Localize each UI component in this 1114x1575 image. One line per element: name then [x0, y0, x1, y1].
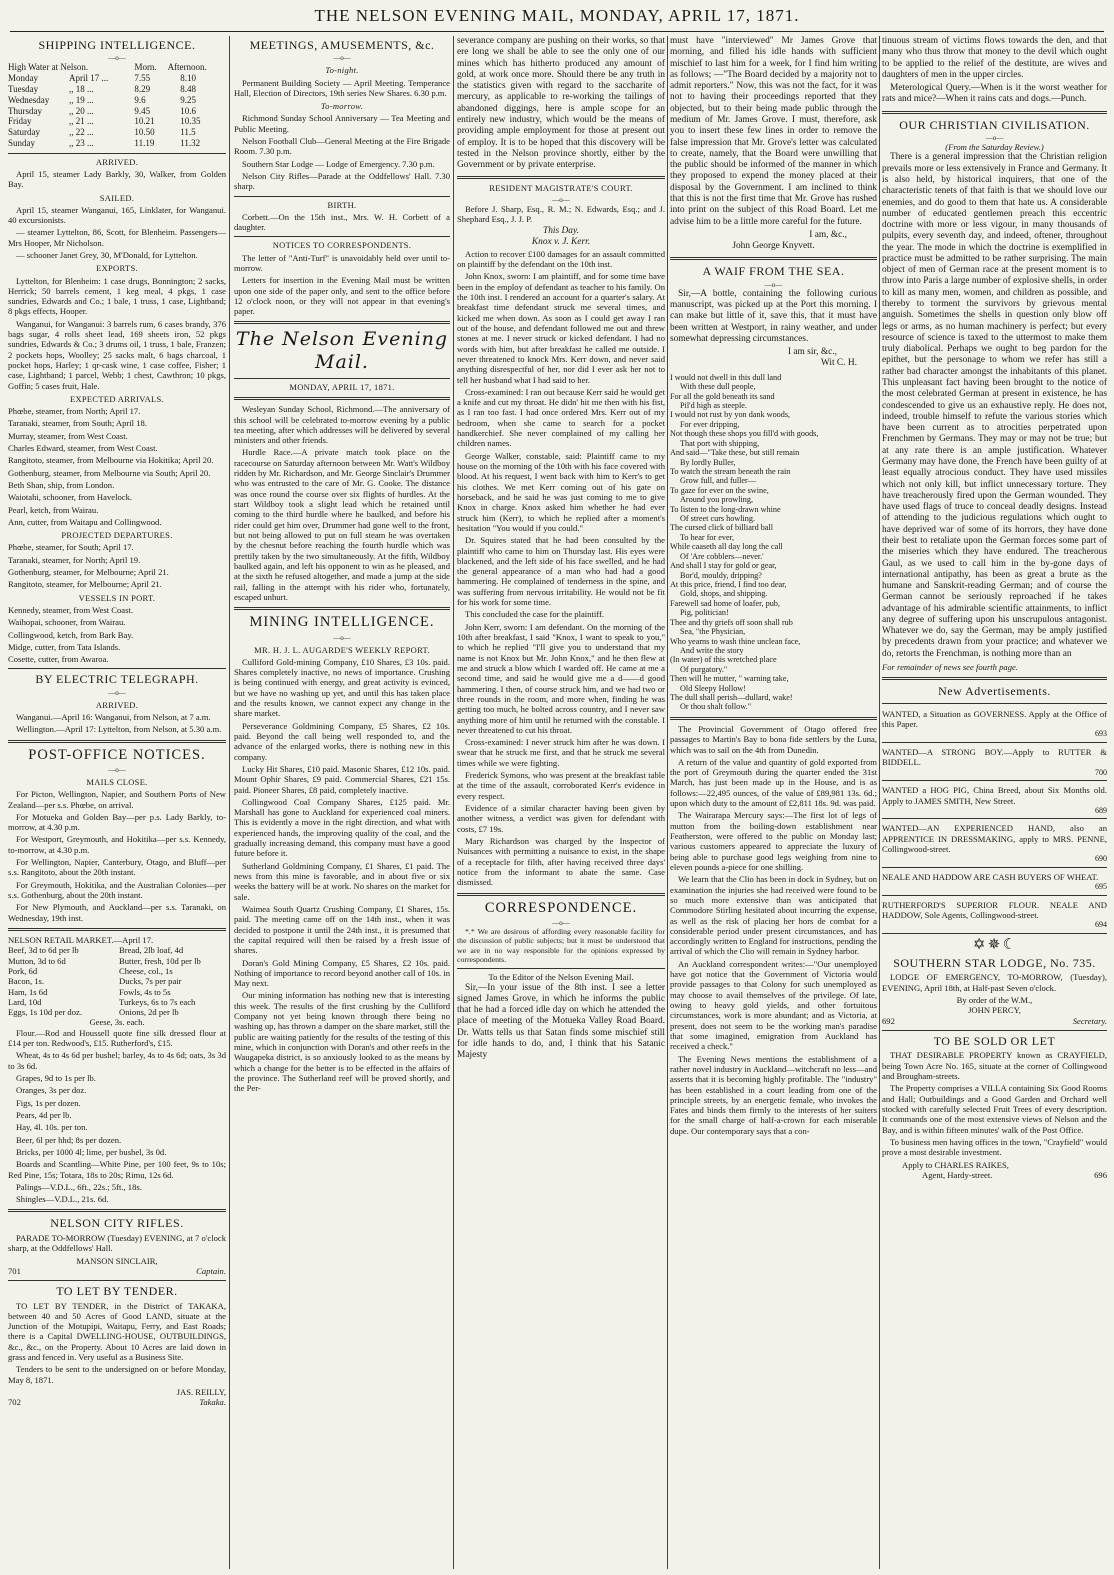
- poem-line: Or thou shalt follow.": [680, 702, 752, 712]
- tide-cell: ,, 18 ...: [69, 83, 94, 94]
- tide-cell: ,, 19 ...: [69, 94, 94, 105]
- market-item: Mutton, 3d to 6d: [8, 955, 66, 966]
- tide-row: [8, 95, 226, 106]
- lodge-body: LODGE OF EMERGENCY, TO-MORROW, (Tuesday), EVENING, April 18th, at Half-past Seven o'clock.: [882, 972, 1107, 993]
- waif-sign-off: I am sir, &c.,: [787, 347, 837, 358]
- tide-cell: 11.5: [180, 127, 196, 138]
- market-item: Pork, 6d: [8, 965, 38, 976]
- mining-paragraph: Doran's Gold Mining Company, £5 Shares, £2 10s. paid. Nothing of importance to record beyond another call of 10s. in May next.: [234, 957, 450, 989]
- correspondence-letter: Sir,—In your issue of the 8th inst. I see a letter signed James Grove, in which he informs the public that he had a forced idle day on which he attended the place of meeting of the Motueka Valley Road Board. Dr. Watts tells us that Satan finds some mischief still for idle hands to do, and, I think that his Satanic Majesty: [457, 982, 665, 1061]
- vessel-item: Kennedy, steamer, from West Coast.: [8, 604, 133, 615]
- market-item: Turkeys, 6s to 7s each: [119, 996, 196, 1007]
- court-paragraph: Evidence of a similar character having been given by another witness, a verdict was given for defendant with costs, £7 19s.: [457, 803, 665, 834]
- leader-paragraph: Wesleyan Sunday School, Richmond.—The anniversary of this school will be celebrated to-morrow evening by a public tea meeting, after which addresses will be delivered by several ministers and other friends.: [234, 404, 450, 446]
- market-item: Pears, 4d per lb.: [16, 1109, 72, 1120]
- expected-item: Taranaki, steamer, from South; April 18.: [8, 418, 147, 429]
- telegraph-title: BY ELECTRIC TELEGRAPH.: [35, 672, 199, 687]
- news-paragraph: A return of the value and quantity of gold exported from the port of Greymouth during the quarter ended the 31st March, has just been made up in the House, and is as follows:—22,495 ounces, of the value of £89,981 13s. 6d.; upon which duty to the amount of £2,811 18s. 9d. was paid.: [670, 756, 877, 809]
- tender-title: TO LET BY TENDER.: [56, 1284, 178, 1299]
- vessel-item: Waihopai, schooner, from Wairau.: [8, 617, 126, 628]
- market-item: Grapes, 9d to 1s per lb.: [16, 1073, 96, 1084]
- tide-cell: ,, 23 ...: [69, 137, 94, 148]
- market-item: Beef, 3d to 6d per lb: [8, 945, 79, 956]
- weather-query: Meterological Query.—When is it the worst weather for rats and mice?—When it rains cats and dogs.—Punch.: [882, 83, 1107, 105]
- correspondence-to: To the Editor of the Nelson Evening Mail.: [488, 972, 634, 983]
- waif-intro: Sir,—A bottle, containing the following curious manuscript, was picked up at the Port this morning. I can make but little of it, save this, that it must have been written at Westport, in rainy weather, and under somewhat depressing circumstances.: [670, 288, 877, 344]
- poem-line: Farewell sad home of loafer, pub,: [670, 598, 780, 608]
- ad-item: [882, 745, 1107, 781]
- birth-text: Corbett.—On the 15th inst., Mrs. W. H. Corbett of a daughter.: [234, 211, 450, 233]
- poem: [670, 373, 877, 712]
- expected-item: Rangitoto, steamer, from Melbourne via Hokitika; April 20.: [8, 455, 214, 466]
- market-item: Shingles—V.D.L., 21s. 6d.: [16, 1194, 109, 1205]
- poem-line: Of street curs howling.: [680, 514, 756, 524]
- lodge-signature: JOHN PERCY,: [968, 1005, 1021, 1016]
- rifles-title: NELSON CITY RIFLES.: [50, 1216, 184, 1231]
- tide-cell: 8.48: [180, 83, 196, 94]
- lodge-emblems: [882, 936, 1107, 954]
- expected-item: Waiotahi, schooner, from Havelock.: [8, 492, 133, 503]
- poem-line: I would not rust by yon dank woods,: [670, 410, 791, 420]
- court-paragraph: Frederick Symons, who was present at the breakfast table at the time of the assault, corroborated Kerr's evidence in every respect.: [457, 770, 665, 801]
- arrived-text: April 15, steamer Lady Barkly, 30, Walker, from Golden Bay.: [8, 168, 226, 190]
- poem-line: Old Sleepy Hollow!: [680, 683, 746, 693]
- poem-line: Who yearns to wash thine unclean face,: [670, 636, 801, 646]
- court-paragraph: Cross-examined: I never struck him after he was down. I swear that he struck me first, and that he struck me several times while we were fighting.: [457, 737, 665, 768]
- mining-title: MINING INTELLIGENCE.: [249, 614, 435, 631]
- column-rule: [453, 36, 454, 1569]
- mining-paragraph: Lucky Hit Shares, £10 paid. Masonic Shares, £12 10s. paid. Mount Ophir Shares, £9 paid. Commercial Shares, £21 15s. paid. Pioneer Shares, £8 paid, completely inactive.: [234, 763, 450, 795]
- sailed-heading: SAILED.: [99, 192, 135, 203]
- ad-text: WANTED—A STRONG BOY.—Apply to RUTTER & BIDDELL.: [882, 746, 1107, 768]
- market-item: Beer, 6l per hhd; 8s per dozen.: [16, 1134, 122, 1145]
- poem-line: For all the gold beneath its sand: [670, 391, 775, 401]
- poem-line: Sea, "the Physician,: [680, 627, 746, 637]
- export-item: Lyttelton, for Blenheim: 1 case drugs, Bonnington; 2 sacks, Herrick; 50 barrels cement, 1 keg meal, 4 pkgs, 1 case sundries, Edwards and Co.; 1 bale, 1 truss, 1 case, Lightband; 8 pkgs effects, Hooper.: [8, 275, 226, 317]
- poem-line: That port with shipping,: [680, 438, 760, 448]
- tide-header-cell: Afternoon.: [167, 62, 207, 73]
- mining-paragraph: Our mining information has nothing new that is interesting this week. The results of the first crushing by the Culliford Company not yet being known through there being no washing up, has thrown a damper on the share market, still the public are waiting patiently for the results of the testing of this mine, which in conjunction with Doran's and other reefs in the Waugapeka district, is so anxiously looked to as the means by which a change for the better is to be effected in the affairs of the province. The Sutherland reef will be proved shortly, and the Per-: [234, 990, 450, 1094]
- ad-number: 695: [1095, 882, 1107, 892]
- market-item: Butter, fresh, 10d per lb: [119, 955, 201, 966]
- ad-item: [882, 898, 1107, 934]
- tide-cell: 10.21: [134, 116, 155, 127]
- news-paragraph: The Wairarapa Mercury says:—The first lot of legs of mutton from the boiling-down establishment near Featherston, were offered to the public on Monday last; various customers appeared to appreciate the luxury of being able to purchase good legs weighing from nine to eleven pounds a-piece for one shilling.: [670, 810, 877, 872]
- tide-cell: Tuesday: [8, 83, 39, 94]
- exports-heading: EXPORTS.: [96, 263, 138, 274]
- telegraph-item: Wellington.—April 17: Lyttelton, from Nelson, at 5.30 a.m.: [16, 724, 222, 735]
- court-title: RESIDENT MAGISTRATE'S COURT.: [489, 183, 633, 194]
- meeting-item: Southern Star Lodge — Lodge of Emergency. 7.30 p.m.: [242, 158, 435, 169]
- tomorrow-heading: To-morrow.: [320, 101, 364, 112]
- column-1: SHIPPING INTELLIGENCE. —o— High Water at Nelson. Morn. Afternoon. Monday April 17 ... 7.55 8.10 Tuesday ,, 18 ... 8.29 8.48 Wednesday ,, 19 ... 9.6 9.25 Thursday ,, 20 ... 9.45 10.6 Friday ,, 21 ... 10.21 10.35 Saturday ,, 22 ... 10.50 11.5 Sunday ,, 23 ... 11.19 11.32 ARRIVED. April 15, steamer Lady Barkly, 30, Walker, from Golden Bay. SAILED. April 15, steamer Wanganui, 165, Linklater, for Wanganui. 40 excursionists. — steamer Lyttelton, 86, Scott, for Blenheim. Passengers—Mrs Hooper, Mr Nicholson. — schooner Janet Grey, 30, M'Donald, for Lyttelton. EXPORTS. Lyttelton, for Blenheim: 1 case drugs, Bonnington; 2 sacks, Herrick; 50 barrels cement, 1 keg meal, 4 pkgs, 1 case sundries, Edwards and Co.; 1 bale, 1 truss, 1 case, Lightband; 8 pkgs effects, Hooper. Wanganui, for Wanganui: 3 barrels rum, 6 cases brandy, 376 bags sugar, 4 rolls sheet lead, 169 sheets iron, 52 pkgs sundries, Edwards & Co.; 3 drums oil, 1 truss, 1 bale, Franzen; 2 pockets hops, Woolley; 25 sacks malt, 6 bags charcoal, 1 pocket hops, Harley; 1 qr-cask wine, 1 case coffee, Fisher; 1 case, Lightband; 1 parcel, Webb; 1 chest, Cawthron; 10 pkgs, Goffin; 5 cases fruit, Hale. EXPECTED ARRIVALS. Phœbe, steamer, from North; April 17. Taranaki, steamer, from South; April 18. Murray, steamer, from West Coast. Charles Edward, steamer, from West Coast. Rangitoto, steamer, from Melbourne via Hokitika; April 20. Gothenburg, steamer, from Melbourne via South; April 20. Beth Shan, ship, from London. Waiotahi, schooner, from Havelock. Pearl, ketch, from Wairau. Ann, cutter, from Waitapu and Collingwood. PROJECTED DEPARTURES. Phœbe, steamer, for South; April 17. Taranaki, steamer, for North; April 19. Gothenburg, steamer, for Melbourne; April 21. Rangitoto, steamer, for Melbourne; April 21. VESSELS IN PORT. Kennedy, steamer, from West Coast. Waihopai, schooner, from Wairau. Collingwood, ketch, from Bark Bay. Midge, cutter, from Tata Islands. Cosette, cutter, from Awaroa. BY ELECTRIC TELEGRAPH. —o— ARRIVED. Wanganui.—April 16: Wanganui, from Nelson, at 7 a.m. Wellington.—April 17: Lyttelton, from Nelson, at 5.30 a.m. POST-OFFICE NOTICES. —o— MAILS CLOSE. For Picton, Wellington, Napier, and Southern Ports of New Zealand—per s.s. Phœbe, on arrival. For Motueka and Golden Bay—per p.s. Lady Barkly, to-morrow, at 4.30 p.m. For Westport, Greymouth, and Hokitika—per s.s. Kennedy, to-morrow, at 4.30 p.m. For Wellington, Napier, Canterbury, Otago, and Bluff—per s.s. Rangitoto, about the 20th instant. For Greymouth, Hokitika, and the Australian Colonies—per s.s. Gothenburg, about the 20th instant. For New Plymouth, and Auckland—per s.s. Taranaki, on Wednesday, 19th inst. NELSON RETAIL MARKET.—April 17. Beef, 3d to 6d per lb Mutton, 3d to 6d Pork, 6d Bacon, 1s. Ham, 1s 6d Lard, 10d Eggs, 1s 10d per doz. Bread, 2lb loaf, 4d Butter, fresh, 10d per lb Cheese, col., 1s Ducks, 7s per pair Fowls, 4s to 5s Turkeys, 6s to 7s each Onions, 2d per lb Geese, 3s. each. Flour.—Rod and Houssell quote fine silk dressed flour at £14 per ton. Redwood's, £15. Rutherford's, £15. Wheat, 4s to 4s 6d per bushel; barley, 4s to 4s 6d; oats, 3s 3d to 3s 6d. Grapes, 9d to 1s per lb. Oranges, 3s per doz. Figs, 1s per dozen. Pears, 4d per lb. Hay, 4l. 10s. per ton. Beer, 6l per hhd; 8s per dozen. Bricks, per 1000 4l; lime, per bushel, 3s 0d. Boards and Scantling—White Pine, per 100 feet, 9s to 10s; Red Pine, 15s; Totara, 18s to 20s; Rimu, 12s 6d. Palings—V.D.L., 6ft., 22s.; 5ft., 18s. Shingles—V.D.L., 21s. 6d. NELSON CITY RIFLES. PARADE TO-MORROW (Tuesday) EVENING, at 7 o'clock sharp, at the Oddfellows' Hall. MANSON SINCLAIR, 701 Captain. TO LET BY TENDER. TO LET BY TENDER, in the District of TAKAKA, between 40 and 50 Acres of Good LAND, situate at the Junction of the Motupipi, Waitapu, Ferry, and East Roads; there is a Capital DWELLING-HOUSE, OUTBUILDINGS, &c., &c., on the Property. About 10 Acres are laid down in grass and fenced in. Very useful as a Business Site. Tenders to be sent to the undersigned on or before Monday, May 8, 1871. JAS. REILLY, 702 Takaka.: [8, 38, 226, 1408]
- poem-line: Around you prowling,: [680, 495, 753, 505]
- square-compass-icon: ✡: [972, 937, 986, 954]
- market-item: Flour.—Rod and Houssell quote fine silk dressed flour at £14 per ton. Redwood's, £15. Rutherford's, £15.: [8, 1027, 226, 1049]
- mining-paragraph: Collingwood Coal Company Shares, £125 paid. Mr. Marshall has gone to Auckland for experienced coal miners. This is evidently a move in the right direction, and what with experienced hands, the improving quality of the coal, and the gradually increasing demand, this company must have a good future before it.: [234, 796, 450, 859]
- market-item: Cheese, col., 1s: [119, 965, 173, 976]
- ad-item: [882, 821, 1107, 868]
- ad-number: 694: [1095, 920, 1107, 930]
- ad-number: 701: [8, 1265, 21, 1276]
- court-paragraph: Cross-examined: I ran out because Kerr said he would get a knife and cut my throat. He didn' hit me then with his fist, as I ran too fast. I had once ordered Mrs. Kerr out of my bedroom, when she came to search for a pocket handkerchief. She never complained of my calling her children names.: [457, 386, 665, 449]
- vessel-item: Cosette, cutter, from Awaroa.: [8, 654, 109, 665]
- expected-item: Beth Shan, ship, from London.: [8, 480, 115, 491]
- market-title: NELSON RETAIL MARKET.—April 17.: [8, 934, 154, 945]
- meeting-item: Nelson Football Club—General Meeting at the Fire Brigade Room. 7.30 p.m.: [234, 136, 450, 157]
- ad-text: WANTED, a Situation as GOVERNESS. Apply at the Office of this Paper.: [882, 708, 1107, 730]
- sailed-list: [8, 205, 226, 261]
- poem-line: While caaseth all day long the call: [670, 542, 783, 552]
- tide-table: [8, 62, 226, 73]
- market-item: Bricks, per 1000 4l; lime, per bushel, 3s 0d.: [16, 1146, 167, 1157]
- mining-paragraph: Culliford Gold-mining Company, £10 Shares, £3 10s. paid. Shares completely inactive, no news of importance. Crushing is being continued with energy, and great activity is evinced, but we have no washing up yet, and until this has taken place and the results known, we cannot expect any change in the share market.: [234, 656, 450, 719]
- projected-item: Phœbe, steamer, for South; April 17.: [8, 542, 134, 553]
- sale-title: TO BE SOLD OR LET: [933, 1034, 1056, 1049]
- poem-line: To gaze for ever on the swine,: [670, 485, 769, 495]
- tender-deadline: Tenders to be sent to the undersigned on or before Monday, May 8, 1871.: [8, 1364, 226, 1385]
- tide-cell: Friday: [8, 116, 32, 127]
- poem-line: To listen to the long-drawn whine: [670, 504, 781, 514]
- mail-item: For Greymouth, Hokitika, and the Australian Colonies—per s.s. Gothenburg, about the 20th instant.: [8, 879, 226, 901]
- letter-continued: must have "interviewed" Mr James Grove that morning, and filled his idle hands with sufficient mischief to last him for a week, for I find him writing as follows; —"The Board decided by a majority not to admit reporters." Now, this was not the fact, for it was not to having their proceedings reported that they objected, but to their being made public through the medium of Mr. James Grove. I must, therefore, ask you to insert these few lines in order to remove the false impression that Mr. Grove's letter was calculated to create, namely, that the Board were unwilling that the public should be informed of the manner in which they proposed to expend the money placed at their disposal by the Government. I am inclined to think that this is not the first time that Mr. Grove has rushed into print on the subject of this Road Board. Let me advise him to be a little more careful for the future.: [670, 36, 877, 227]
- poem-line: And shall I stay for gold or gear,: [670, 561, 777, 571]
- meetings-title: MEETINGS, AMUSEMENTS, &c.: [249, 38, 435, 52]
- telegraph-arrived: ARRIVED.: [95, 699, 139, 710]
- letter-signature: John George Knyvett.: [732, 241, 815, 252]
- tide-cell: 10.35: [180, 116, 201, 127]
- tide-cell: ,, 21 ...: [69, 116, 94, 127]
- market-item: Boards and Scantling—White Pine, per 100 feet, 9s to 10s; Red Pine, 15s; Totara, 18s to 20s; Rimu, 12s 6d.: [8, 1159, 226, 1180]
- mails-list: [8, 789, 226, 923]
- issue-date: MONDAY, APRIL 17, 1871.: [289, 382, 395, 393]
- poem-line: The dull shall perish—dullard, wake!: [670, 693, 793, 703]
- projected-item: Taranaki, steamer, for North; April 19.: [8, 554, 141, 565]
- ad-number: 689: [1095, 805, 1107, 815]
- tide-row: [8, 73, 226, 84]
- market-item: Hay, 4l. 10s. per ton.: [16, 1122, 88, 1133]
- poem-line: To watch the stream beneath the rain: [670, 466, 791, 476]
- tide-header-cell: High Water at Nelson.: [8, 62, 89, 73]
- notice-item: The letter of "Anti-Turf" is unavoidably held over until to-morrow.: [234, 252, 450, 273]
- mail-item: For Picton, Wellington, Napier, and Southern Ports of New Zealand—per s.s. Phœbe, on arrival.: [8, 789, 226, 810]
- court-paragraph: Mary Richardson was charged by the Inspector of Nuisances with permitting a nuisance to exist, in the shape of a receptacle for filth, after having received three days' notice from the informant to abate the same. Case dismissed.: [457, 835, 665, 888]
- tonight-text: Permanent Building Society — April Meeting. Temperance Hall, Election of Directors, 19th series New Shares. 6.30 p.m.: [234, 77, 450, 98]
- projected-item: Gothenburg, steamer, for Melbourne; April 21.: [8, 567, 169, 578]
- poem-line: (In water) of this wretched place: [670, 655, 777, 665]
- tide-header-cell: Morn.: [134, 62, 157, 73]
- market-item: Oranges, 3s per doz.: [16, 1085, 87, 1096]
- letter-sign-off: I am, &c.,: [809, 229, 847, 240]
- rifles-rank: Captain.: [196, 1265, 226, 1276]
- projected-item: Rangitoto, steamer, for Melbourne; April 21.: [8, 579, 162, 590]
- mining-subtitle: MR. H. J. L. AUGARDE'S WEEKLY REPORT.: [254, 644, 430, 655]
- market-left: [8, 945, 115, 1017]
- tide-table-body: [8, 73, 226, 149]
- column-2: MEETINGS, AMUSEMENTS, &c. —o— To-night. Permanent Building Society — April Meeting. Temperance Hall, Election of Directors, 19th series New Shares. 6.30 p.m. To-morrow. Richmond Sunday School Anniversary — Tea Meeting and Public Meeting. Nelson Football Club—General Meeting at the Fire Brigade Room. 7.30 p.m. Southern Star Lodge — Lodge of Emergency. 7.30 p.m. Nelson City Rifles—Parade at the Oddfellows' Hall. 7.30 sharp. BIRTH. Corbett.—On the 15th inst., Mrs. W. H. Corbett of a daughter. NOTICES TO CORRESPONDENTS. The letter of "Anti-Turf" is unavoidably held over until to-morrow. Letters for insertion in the Evening Mail must be written upon one side of the paper only, and sent to the office before 12 o'clock noon, or they will not appear in that evening's paper. The Nelson Evening Mail. MONDAY, APRIL 17, 1871. Wesleyan Sunday School, Richmond.—The anniversary of this school will be celebrated to-morrow evening by a public tea meeting, after which addresses will be delivered by several ministers and other friends. Hurdle Race.—A private match took place on the racecourse on Saturday afternoon between Mr. Watt's Wildboy ridden by Mr. Richardson, and Mr. George Sinclair's Drummer who was entrusted to the care of Mr. G. Cooke. The distance was once round the course over six flights of hurdles. At the start Wildboy took a slight lead which he retained until coming to the third hurdle where he baulked, and before his rider could get him over, Drummer had gone well to the front, but not being allowed to put on full steam he was overtaken by the chesnut before reaching the fourth hurdle which was prettily taken by the two simultaneously. At the fifth, Wildboy baulked again, and left his opponent to win as he pleased, and at the sixth he refused altogether, and made a jump at the side rail, falling in the attempt with his rider who, fortunately, escaped unhurt. MINING INTELLIGENCE. —o— MR. H. J. L. AUGARDE'S WEEKLY REPORT. Culliford Gold-mining Company, £10 Shares, £3 10s. paid. Shares completely inactive, no news of importance. Crushing is being continued with energy, and great activity is evinced, but we have no washing up yet, and until this has taken place and the results known, we cannot expect any change in the share market. Perseverance Goldmining Company, £5 Shares, £2 10s. paid. Beyond the call being well responded to, and the advance of the enlarged works, there is nothing new in this company. Lucky Hit Shares, £10 paid. Masonic Shares, £12 10s. paid. Mount Ophir Shares, £9 paid. Commercial Shares, £21 15s. paid. Pioneer Shares, £8 paid, completely inactive. Collingwood Coal Company Shares, £125 paid. Mr. Marshall has gone to Auckland for experienced coal miners. This is evidently a move in the right direction, and what with experienced hands, the improving quality of the coal, and the gradually increasing demand, this company must have a good future before it. Sutherland Goldmining Company, £1 Shares, £1 paid. The news from this mine is favorable, and in about five or six weeks the battery will be at work. No shares on the market for sale. Waimea South Quartz Crushing Company, £1 Shares, 15s. paid. The meeting came off on the 14th inst., when it was decided to postpone it until the 24th inst., it is presumed that the capital required will then be raised by a fresh issue of shares. Doran's Gold Mining Company, £5 Shares, £2 10s. paid. Nothing of importance to record beyond another call of 10s. in May next. Our mining information has nothing new that is interesting this week. The results of the first crushing by the Culliford Company not yet being known through there being no washing up, has thrown a damper on the share market, still the public are waiting patiently for the results of the testing of this mine, which in conjunction with Doran's and other reefs in the Waugapeka district, is so anxiously looked to as the means by which a change for the better is to be effected in the affairs of the province. The Sutherland reef will be proved shortly, and the Per-: [234, 38, 450, 1094]
- correspondence-note: *.* We are desirous of affording every reasonable facility for the discussion of public subjects; but it must be understood that we are in no way responsible for the opinions expressed by correspondents.: [457, 926, 665, 964]
- market-item: Fowls, 4s to 5s: [119, 986, 171, 997]
- mining-paragraph: Perseverance Goldmining Company, £5 Shares, £2 10s. paid. Beyond the call being well responded to, and the advance of the enlarged works, there is nothing new in this company.: [234, 720, 450, 762]
- crescent-icon: ☾: [1002, 937, 1017, 954]
- correspondence-title: CORRESPONDENCE.: [484, 899, 638, 916]
- remainder-note: For remainder of news see fourth page.: [882, 662, 1018, 673]
- tide-row: [8, 138, 226, 149]
- ad-number: 700: [1095, 767, 1107, 777]
- leader-articles: [234, 404, 450, 602]
- news-paragraphs: [670, 724, 877, 1136]
- column-rule: [879, 36, 880, 1569]
- tender-signature: JAS. REILLY,: [176, 1387, 226, 1398]
- notice-item: Letters for insertion in the Evening Mail must be written upon one side of the paper only, and sent to the office before 12 o'clock noon, or they will not appear in that evening's paper.: [234, 275, 450, 317]
- market-item: Figs, 1s per dozen.: [16, 1097, 81, 1108]
- tide-row: [8, 116, 226, 127]
- ad-number: 690: [1095, 854, 1107, 864]
- tide-cell: 10.6: [180, 105, 196, 116]
- tide-header: [8, 62, 226, 73]
- sale-contact: Apply to CHARLES RAIKES,: [902, 1159, 1009, 1170]
- tide-cell: 10.50: [134, 127, 155, 138]
- tide-row: [8, 84, 226, 95]
- court-paragraph: John Knox, sworn: I am plaintiff, and for some time have been in the employ of defendant as teacher to his family. On the 10th inst. I rendered an account for a quarter's salary. At breakfast time defendant struck me several times, and kicked me when down. As soon as I could get away I ran out of the house, and defendant followed me out and threw stones at me. I never struck or kicked defendant. I had no words with him, but after breakfast he called me outside. I never threatened to knock Mrs. Kerr down, and never said anything disrespectful of her, nor did I ever ask her not to tell her husband what I had said to her.: [457, 271, 665, 385]
- column-rule: [667, 36, 668, 1569]
- poem-line: Pil'd high as steeple.: [680, 400, 747, 410]
- court-paragraph: Dr. Squires stated that he had been consulted by the plaintiff who came to him on Thursday last. His eyes were blackened, and the left side of his face swelled, and he had the general appearance of a man who had had a good hammering. He complained of tenderness in the spine, and was suffering from nervous irritability. He would not be fit for his work for some time.: [457, 535, 665, 608]
- court-paragraph: This concluded the case for the plaintiff.: [465, 609, 604, 620]
- sale-address: Agent, Hardy-street.: [922, 1169, 993, 1180]
- tender-body: TO LET BY TENDER, in the District of TAKAKA, between 40 and 50 Acres of Good LAND, situate at the Junction of the Motupipi, Waitapu, Ferry, and East Roads; there is a Capital DWELLING-HOUSE, OUTBUILDINGS, &c., &c., on the Property. About 10 Acres are laid down in grass and fenced in. Very useful as a Business Site.: [8, 1300, 226, 1363]
- waif-signature: Wit C. H.: [820, 358, 857, 369]
- market-item: Palings—V.D.L., 6ft., 22s.; 5ft., 18s.: [16, 1181, 142, 1192]
- ad-number: 693: [1095, 729, 1107, 739]
- poem-line: By lordly Buller,: [680, 457, 736, 467]
- market-item: Onions, 2d per lb: [119, 1007, 179, 1018]
- vessel-item: Collingwood, ketch, from Bark Bay.: [8, 629, 134, 640]
- ads-title: New Advertisements.: [938, 684, 1051, 699]
- poem-line: With these dull people,: [680, 382, 756, 392]
- poem-line: Not though these shops you fill'd with goods,: [670, 429, 819, 439]
- ad-item: [882, 870, 1107, 896]
- poem-line: Of purgatory.": [680, 664, 728, 674]
- poem-line: Grow full, and fuller—: [680, 476, 756, 486]
- tide-cell: Thursday: [8, 105, 42, 116]
- tide-cell: Monday: [8, 73, 38, 84]
- poem-line: And write the story: [680, 645, 744, 655]
- shipping-title: SHIPPING INTELLIGENCE.: [38, 38, 196, 52]
- ad-item: [882, 783, 1107, 819]
- civilisation-title: OUR CHRISTIAN CIVILISATION.: [899, 117, 1090, 132]
- tide-cell: ,, 20 ...: [69, 105, 94, 116]
- leader-paragraph: Hurdle Race.—A private match took place on the racecourse on Saturday afternoon between Mr. Watt's Wildboy ridden by Mr. Richardson, and Mr. George Sinclair's Drummer who was entrusted to the care of Mr. G. Cooke. The distance was once round the course over six flights of hurdles. At the start Wildboy took a slight lead which he retained until coming to the third hurdle where he baulked, and before his rider could get him over, Drummer had gone well to the front, but not being allowed to put on full steam he was overtaken by the chesnut before reaching the fourth hurdle which was prettily taken by the two simultaneously. At the fifth, Wildboy baulked again, and left his opponent to win as he pleased, and at the sixth he refused altogether, and made a jump at the side rail, falling in the attempt with his rider who, fortunately, escaped unhurt.: [234, 447, 450, 602]
- waif-title: A WAIF FROM THE SEA.: [702, 264, 845, 279]
- exports-list: [8, 276, 226, 391]
- market-item: Ducks, 7s per pair: [119, 976, 182, 987]
- tide-cell: 11.19: [134, 137, 155, 148]
- tide-cell: Saturday: [8, 127, 40, 138]
- news-paragraph: An Auckland correspondent writes:—"Our unemployed have got notice that the Government of Victoria would provide passages to that Colony for such unemployed as may choose to avail themselves of the privilege. Of late, owing to heavy gold yields, and other fortuitous circumstances, work is more abundant; and as Victoria, at present, does not seem to be the working man's paradise that some imagined, emigration from Auckland has received a check.": [670, 958, 877, 1052]
- sailed-item: — steamer Lyttelton, 86, Scott, for Blenheim. Passengers—Mrs Hooper, Mr Nicholson.: [8, 227, 226, 248]
- birth-heading: BIRTH.: [327, 199, 357, 210]
- poem-line: At this price, friend, I find too dear,: [670, 579, 787, 589]
- meeting-item: Nelson City Rifles—Parade at the Oddfellows' Hall. 7.30 sharp.: [234, 170, 450, 192]
- court-proceedings: [457, 249, 665, 888]
- poem-line: Then will he mutter, " warning take,: [670, 674, 789, 684]
- ads-list: [882, 707, 1107, 934]
- projected-list: [8, 542, 226, 589]
- vessels-heading: VESSELS IN PORT.: [78, 592, 156, 603]
- tomorrow-list: [234, 113, 450, 191]
- ad-number: 692: [882, 1015, 895, 1026]
- poem-line: To hear for ever,: [680, 532, 735, 542]
- mails-heading: MAILS CLOSE.: [86, 777, 148, 788]
- mail-item: For Motueka and Golden Bay—per p.s. Lady Barkly, to-morrow, at 4.30 p.m.: [8, 811, 226, 833]
- mining-report: [234, 657, 450, 1094]
- tide-cell: ,, 22 ...: [69, 127, 94, 138]
- tide-cell: 8.29: [134, 83, 151, 94]
- court-paragraph: George Walker, constable, said: Plaintiff came to my house on the morning of the 10th with his face covered with blood. At his request, I went back with him to Kerr's to get his clothes. We met Kerr coming out of his gate on horseback, and he said he was just coming to me to give Knox in charge. Knox asked him whether he had ever struck him (Kerr), to which he replied after a moment's hesitation "You would if you could.": [457, 450, 665, 533]
- sale-details: The Property comprises a VILLA containing Six Good Rooms and Hall; Outbuildings and a Good Garden and Orchard well stocked with carefully selected Fruit Trees of every description. It commands one of the most extensive views of Nelson and the Bay, and is within fifteen minutes' walk of the Post Office.: [882, 1083, 1107, 1135]
- mining-paragraph: Waimea South Quartz Crushing Company, £1 Shares, 15s. paid. The meeting came off on the 14th inst., when it was decided to postpone it until the 24th inst., it is presumed that the capital required will then be raised by a fresh issue of shares.: [234, 903, 450, 956]
- rifles-body: PARADE TO-MORROW (Tuesday) EVENING, at 7 o'clock sharp, at the Oddfellows' Hall.: [8, 1232, 226, 1254]
- tide-cell: Wednesday: [8, 94, 50, 105]
- poem-line: And said—"Take these, but still remain: [670, 448, 800, 458]
- notices-heading: NOTICES TO CORRESPONDENTS.: [272, 240, 412, 251]
- vessels-list: [8, 605, 226, 665]
- mining-paragraph: Sutherland Goldmining Company, £1 Shares, £1 paid. The news from this mine is favorable, and in about five or six weeks the battery will be at work. No shares on the market for sale.: [234, 860, 450, 902]
- expected-item: Ann, cutter, from Waitapu and Collingwood.: [8, 516, 162, 527]
- paper-nameplate: The Nelson Evening Mail.: [235, 328, 449, 374]
- masthead: THE NELSON EVENING MAIL, MONDAY, APRIL 17, 1871.: [10, 6, 1104, 32]
- column-rule: [229, 36, 230, 1569]
- witchcraft-continued: tinuous stream of victims flows towards the den, and that many who thus throw that money to the devil which ought to be applied to the relief of the destitute, are wives and daughters of men in the upper circles.: [882, 36, 1107, 80]
- market-rest: [8, 1028, 226, 1205]
- court-paragraph: John Kerr, sworn: I am defendant. On the morning of the 10th after breakfast, I said "Knox, I want to speak to you," to which he replied "I'll give you to understand that my name is not Knox but Mr. John Knox," and he then flew at me and struck a blow which I warded off. He came at me a second time, and said he would give me a d——d good hammering. I then, of course struck him, and we had two or three rounds in the room, and more when, finding he was getting too much, he bolted across country, and I never saw anything more of him until he returned with the constable. I never threatened to cut his throat.: [457, 621, 665, 735]
- market-item: Ham, 1s 6d: [8, 986, 48, 997]
- notices-list: [234, 253, 450, 317]
- market-item: Eggs, 1s 10d per doz.: [8, 1007, 82, 1018]
- sailed-item: — schooner Janet Grey, 30, M'Donald, for Lyttelton.: [16, 250, 198, 261]
- tide-cell: 11.32: [180, 137, 201, 148]
- meeting-item: Richmond Sunday School Anniversary — Tea Meeting and Public Meeting.: [234, 113, 450, 134]
- column-3: severance company are pushing on their works, so that ere long we shall be able to see the only one of our mines which has hitherto produced any amount of gold, at work once more. Should there be any truth in the statistics given with regard to the saccharite of mercury, as applicable to re-working the tailings of abandoned diggings, here is ample scope for an entirely new industry, which would be the means of providing ample employment for those at present out of employ. It is to be hoped that this discovery will be tested in the Nelson province shortly, either by the Government or by private enterprise. RESIDENT MAGISTRATE'S COURT. —o— Before J. Sharp, Esq., R. M.; N. Edwards, Esq.; and J. Shephard Esq., J. J. P. This Day. Knox v. J. Kerr. Action to recover £100 damages for an assault committed on plaintiff by the defendant on the 10th inst. John Knox, sworn: I am plaintiff, and for some time have been in the employ of defendant as teacher to his family. On the 10th inst. I rendered an account for a quarter's salary. At breakfast time defendant struck me several times, and kicked me when down. As soon as I could get away I ran out of the house, and defendant followed me out and threw stones at me. I never struck or kicked defendant. I had no words with him, but after breakfast he called me outside. I never threatened to knock Mrs. Kerr down, and never said anything disrespectful of her, nor did I ever ask her not to tell her husband what I had said to her. Cross-examined: I ran out because Kerr said he would get a knife and cut my throat. He didn' hit me then with his fist, as I ran too fast. I had once ordered Mrs. Kerr out of my bedroom, when she came to search for a pocket handkerchief. She never complained of my calling her children names. George Walker, constable, said: Plaintiff came to my house on the morning of the 10th with his face covered with blood. At his request, I went back with him to Kerr's to get his clothes. We met Kerr coming out of his gate on horseback, and he said he was just coming to me to give Knox in charge. Knox asked him whether he had ever struck him (Kerr), to which he replied after a moment's hesitation "You would if you could." Dr. Squires stated that he had been consulted by the plaintiff who came to him on Thursday last. His eyes were blackened, and the left side of his face swelled, and he had the general appearance of a man who had had a good hammering. He complained of tenderness in the spine, and was suffering from nervous irritability. He would not be fit for his work for some time. This concluded the case for the plaintiff. John Kerr, sworn: I am defendant. On the morning of the 10th after breakfast, I said "Knox, I want to speak to you," to which he replied "I'll give you to understand that my name is not Knox but Mr. John Knox," and he then flew at me and struck a blow which I warded off. He came at me a second time, and said he would give me a d——d good hammering. I then, of course struck him, and we had two or three rounds in the room, and more when, finding he was getting too much, he bolted across country, and I never saw anything more of him until he returned with the constable. I never threatened to cut his throat. Cross-examined: I never struck him after he was down. I swear that he struck me first, and that he struck me several times while we were fighting. Frederick Symons, who was present at the breakfast table at the time of the assault, corroborated Kerr's evidence in every respect. Evidence of a similar character having been given by another witness, a verdict was given for defendant with costs, £7 19s. Mary Richardson was charged by the Inspector of Nuisances with permitting a nuisance to exist, in the shape of a receptacle for filth, after having received three days' notice from the informant to abate the same. Case dismissed. CORRESPONDENCE. —o— *.* We are desirous of affording every reasonable facility for the discussion of public subjects; but it must be understood that we are in no way responsible for the opinions expressed by correspondents. To the Editor of the Nelson Evening Mail. Sir,—In your issue of the 8th inst. I see a letter signed James Grove, in which he informs the public that he had a forced idle day on which he attended the place of meeting of the Motueka Valley Road Board. Dr. Watts tells us that Satan finds some mischief still for idle hands to do, and, I think that his Satanic Majesty: [457, 36, 665, 1061]
- poem-line: I would not dwell in this dull land: [670, 372, 782, 382]
- poem-line: Of 'Are cobblers—never.': [680, 551, 764, 561]
- arrived-heading: ARRIVED.: [95, 156, 139, 167]
- tide-cell: April 17 ...: [69, 73, 109, 84]
- expected-item: Murray, steamer, from West Coast.: [8, 430, 128, 441]
- telegraph-item: Wanganui.—April 16: Wanganui, from Nelson, at 7 a.m.: [16, 712, 211, 723]
- market-geese: Geese, 3s. each.: [89, 1017, 145, 1028]
- projected-heading: PROJECTED DEPARTURES.: [61, 530, 173, 541]
- expected-item: Pearl, ketch, from Wairau.: [8, 504, 99, 515]
- market-item: Wheat, 4s to 4s 6d per bushel; barley, 4s to 4s 6d; oats, 3s 3d to 3s 6d.: [8, 1050, 226, 1071]
- court-before: Before J. Sharp, Esq., R. M.; N. Edwards, Esq.; and J. Shephard Esq., J. J. P.: [457, 203, 665, 224]
- ad-text: WANTED a HOG PIG, China Breed, about Six Months old. Apply to JAMES SMITH, New Street.: [882, 785, 1107, 806]
- ad-number: 696: [1094, 1169, 1107, 1180]
- ornament: —o—: [108, 54, 126, 63]
- news-paragraph: The Evening News mentions the establishment of a rather novel industry in Auckland—witchcraft no less—and asserts that it is becoming highly profitable. The "industry" has been established in a court leading from one of the principle streets, by an energetic female, who invokes the Fates and binds them firmly to the interests of her suiters for the small charge of half-a-crown for each miserable dupe. Our contemporary says that a con-: [670, 1053, 877, 1136]
- tide-cell: 7.55: [134, 73, 151, 84]
- market-item: Bacon, 1s.: [8, 976, 45, 987]
- market-item: Bread, 2lb loaf, 4d: [119, 945, 184, 956]
- rifles-signature: MANSON SINCLAIR,: [76, 1255, 158, 1266]
- tide-cell: 9.6: [134, 94, 146, 105]
- market-item: Lard, 10d: [8, 996, 42, 1007]
- expected-list: [8, 406, 226, 527]
- court-day: This Day.: [543, 226, 579, 237]
- court-paragraph: Action to recover £100 damages for an assault committed on plaintiff by the defendant on the 10th inst.: [457, 248, 665, 270]
- poem-line: Gold, shops, and shipping.: [680, 589, 768, 599]
- tide-cell: Sunday: [8, 137, 35, 148]
- tide-row: [8, 106, 226, 117]
- news-paragraph: We learn that the Clio has been in dock in Sydney, but on examination the injuries she had received were found to be so much more extensive than was anticipated that Commodore Stirling hesitated about incurring the expense, as well as the risk of placing her hors de combat for a considerable period under present circumstances, and has accordingly written to England for instructions, pending the arrival of which the Clio will remain in Sydney harbor.: [670, 874, 877, 957]
- mail-item: For Westport, Greymouth, and Hokitika—per s.s. Kennedy, to-morrow, at 4.30 p.m.: [8, 834, 226, 855]
- star-icon: ✵: [987, 937, 1001, 954]
- civilisation-text: There is a general impression that the Christian religion prevails more or less extensively in France and Germany. It is also held, by historical inquirers, that one of the characteristic tenets of that faith is that we should love our enemies, and do good to them that hate us. A considerable number of educated gentlemen preach this eccentric doctrine with more or less vigour, in many thousands of pulpits, every seventh day, and indeed, oftener, throughout the year. The mode in which the doctrine is exemplified in practice must be admitted to be rather surprising. The main object of men of German race at the present moment is to throw into Paris a large number of explosive shells, in order to kill as many men, women, and children as possible, and thereby to torment the survivors by grievous mental anguish. Sometimes the shells in question only blow off legs or arms, as no human machinery is perfect; but every resource of science is taxed to the uttermost to make them truly diabolical. Perhaps we ought to beg pardon for the epithet, but the personage to whom we refer has still a rather bad character amongst the inhabitants of this planet. This unpleasant fact having been brought to the notice of the most celebrated German at present in existence, he has condescended to give us an exhaustive reply. He does not, indeed, trouble himself to refute the various stories which have been current as to atrocities perpetrated upon Frenchmen by Germans. They may or may not be true; but at any rate there is an ample justification. Whatever Germany may have done, the French have been guilty of at least equally atrocious conduct. They have used missiles which not only kill, but inflict unnecessary torture. They have treacherously fired upon the German wounded. They have used flags of truce to conceal deadly designs. Instead of attending to the judicious regulations which ought to have deprived war of some of its horrors, they have done their best to retaliate upon the German forces some part of the miseries which they have endured. The treacherous Gaul, as we used to call him in the by-gone days of international antipathy, has been as great a brute as the humane and Sanskrit-reading German; and of course the German cannot be seriously reproached if he takes advantage of his admirable scientific attainments, to inflict any degree of suffering upon his unscrupulous antagonist. Whatever we do, say the German, may be amply justified by precedents drawn from your practice; and whatever we do, retorts the Frenchman, is nothing more than an: [882, 152, 1107, 659]
- expected-item: Charles Edward, steamer, from West Coast.: [8, 443, 158, 454]
- column-4: must have "interviewed" Mr James Grove that morning, and filled his idle hands with sufficient mischief to last him for a week, for I find him writing as follows; —"The Board decided by a majority not to admit reporters." Now, this was not the fact, for it was not to having their proceedings reported that they objected, but to their being made public through the medium of Mr. James Grove. I must, therefore, ask you to insert these few lines in order to remove the false impression that Mr. Grove's letter was calculated to create, namely, that the Board were unwilling that the public should be informed of the manner in which they proposed to expend the money placed at their disposal by the Government. I am inclined to think that this is not the first time that Mr. Grove has rushed into print on the subject of this Road Board. Let me advise him to be a little more careful for the future. I am, &c., John George Knyvett. A WAIF FROM THE SEA. —o— Sir,—A bottle, containing the following curious manuscript, was picked up at the Port this morning. I can make but little of it, save this, that it must have been written at Westport, in rainy weather, and under somewhat depressing circumstances. I am sir, &c., Wit C. H. I would not dwell in this dull land With these dull people, For all the gold beneath its sand Pil'd high as steeple. I would not rust by yon dank woods, For ever dripping, Not though these shops you fill'd with goods, That port with shipping, And said—"Take these, but still remain By lordly Buller, To watch the stream beneath the rain Grow full, and fuller— To gaze for ever on the swine, Around you prowling, To listen to the long-drawn whine Of street curs howling. The cursed click of billiard ball To hear for ever, While caaseth all day long the call Of 'Are cobblers—never.' And shall I stay for gold or gear, Bor'd, mouldy, dripping? At this price, friend, I find too dear, Gold, shops, and shipping. Farewell sad home of loafer, pub, Pig, politician! Thee and thy griefs off soon shall rub Sea, "the Physician, Who yearns to wash thine unclean face, And write the story (In water) of this wretched place Of purgatory." Then will he mutter, " warning take, Old Sleepy Hollow! The dull shall perish—dullard, wake! Or thou shalt follow." The Provincial Government of Otago offered free passages to Martin's Bay to bona fide settlers by the Luna, which was to sail on the 4th from Dunedin. A return of the value and quantity of gold exported from the port of Greymouth during the quarter ended the 31st March, has just been made up in the House, and is as follows:—22,495 ounces, of the value of £89,981 13s. 6d.; upon which duty to the amount of £2,811 18s. 9d. was paid. The Wairarapa Mercury says:—The first lot of legs of mutton from the boiling-down establishment near Featherston, were offered to the public on Monday last; various customers appeared to appreciate the luxury of being able to purchase good legs weighing from nine to eleven pounds a-piece for one shilling. We learn that the Clio has been in dock in Sydney, but on examination the injuries she had received were found to be so much more extensive than was anticipated that Commodore Stirling hesitated about incurring the expense, as well as the risk of placing her hors de combat for a considerable period under present circumstances, and has accordingly written to England for instructions, pending the arrival of which the Clio will remain in Sydney harbor. An Auckland correspondent writes:—"Our unemployed have got notice that the Government of Victoria would provide passages to that Colony for such unemployed as may choose to avail themselves of the privilege. Of late, owing to heavy gold yields, and other fortuitous circumstances, work is more abundant; and as Victoria, at present, does not seem to be the working man's paradise that some imagined, emigration from Auckland has received a check." The Evening News mentions the establishment of a rather novel industry in Auckland—witchcraft no less—and asserts that it is becoming highly profitable. The "industry" has been established in a court leading from one of the principle streets, by an energetic female, who invokes the Fates and binds them firmly to the interests of her suiters for the small charge of half-a-crown for each miserable dupe. Our contemporary says that a con-: [670, 36, 877, 1136]
- mining-continued: severance company are pushing on their works, so that ere long we shall be able to see the only one of our mines which has hitherto produced any amount of gold, at work once more. Should there be any truth in the statistics given with regard to the saccharite of mercury, as applicable to re-working the tailings of abandoned diggings, here is ample scope for an entirely new industry, which would be the means of providing ample employment for those at present out of employ. It is to be hoped that this discovery will be tested in the Nelson province shortly, either by the Government or by private enterprise.: [457, 36, 665, 171]
- ad-text: WANTED—AN EXPERIENCED HAND, also an APPRENTICE IN DRESSMAKING, apply to MRS. PENNE, Collingwood-street.: [882, 823, 1107, 855]
- sale-body: THAT DESIRABLE PROPERTY known as CRAYFIELD, being Town Acre No. 165, situate at the corner of Collingwood and Brougham-streets.: [882, 1050, 1107, 1082]
- lodge-role: Secretary.: [1072, 1015, 1107, 1026]
- mail-item: For New Plymouth, and Auckland—per s.s. Taranaki, on Wednesday, 19th inst.: [8, 902, 226, 923]
- civilisation-source: (From the Saturday Review.): [945, 142, 1044, 153]
- ad-item: [882, 707, 1107, 743]
- lodge-by-order: By order of the W.M.,: [956, 995, 1033, 1006]
- tide-cell: 8.10: [180, 73, 196, 84]
- ad-text: NEALE AND HADDOW ARE CASH BUYERS OF WHEAT.: [882, 871, 1099, 882]
- ad-number: 702: [8, 1397, 21, 1408]
- tide-cell: 9.45: [134, 105, 151, 116]
- poem-line: Pig, politician!: [680, 608, 729, 618]
- poem-line: Thee and thy griefs off soon shall rub: [670, 617, 793, 627]
- sale-note: To business men having offices in the town, "Crayfield" would prove a most desirable investment.: [882, 1136, 1107, 1158]
- poem-line: For ever dripping,: [680, 419, 740, 429]
- expected-item: Phœbe, steamer, from North; April 17.: [8, 406, 141, 417]
- poem-line: Bor'd, mouldy, dripping?: [680, 570, 762, 580]
- market-prices: [8, 945, 226, 1017]
- poem-line: The cursed click of billiard ball: [670, 523, 773, 533]
- tonight-heading: To-night.: [325, 65, 359, 76]
- expected-heading: EXPECTED ARRIVALS.: [69, 393, 165, 404]
- tender-place: Takaka.: [199, 1397, 226, 1408]
- mail-item: For Wellington, Napier, Canterbury, Otago, and Bluff—per s.s. Rangitoto, about the 20th instant.: [8, 857, 226, 878]
- lodge-title: SOUTHERN STAR LODGE, No. 735.: [893, 956, 1096, 971]
- expected-item: Gothenburg, steamer, from Melbourne via South; April 20.: [8, 467, 211, 478]
- tide-cell: 9.25: [180, 94, 196, 105]
- court-case: Knox v. J. Kerr.: [531, 237, 591, 248]
- telegraph-list: [8, 712, 226, 735]
- post-office-title: POST-OFFICE NOTICES.: [28, 746, 206, 763]
- market-right: [119, 945, 226, 1017]
- news-paragraph: The Provincial Government of Otago offered free passages to Martin's Bay to bona fide settlers by the Luna, which was to sail on the 4th from Dunedin.: [670, 723, 877, 755]
- ad-text: RUTHERFORD'S SUPERIOR FLOUR. NEALE AND HADDOW, Sole Agents, Collingwood-street.: [882, 899, 1107, 921]
- vessel-item: Midge, cutter, from Tata Islands.: [8, 641, 121, 652]
- sailed-item: April 15, steamer Wanganui, 165, Linklater, for Wanganui. 40 excursionists.: [8, 204, 226, 226]
- column-5: tinuous stream of victims flows towards the den, and that many who thus throw that money to the devil which ought to be applied to the relief of the destitute, are wives and daughters of men in the upper circles. Meterological Query.—When is it the worst weather for rats and mice?—When it rains cats and dogs.—Punch. OUR CHRISTIAN CIVILISATION. —o— (From the Saturday Review.) There is a general impression that the Christian religion prevails more or less extensively in France and Germany. It is also held, by historical inquirers, that one of the characteristic tenets of that faith is that we should love our enemies, and do good to them that hate us. A considerable number of educated gentlemen preach this eccentric doctrine with more or less vigour, in many thousands of pulpits, every seventh day, and indeed, oftener, throughout the year. The mode in which the doctrine is exemplified in practice must be admitted to be rather surprising. The main object of men of German race at the present moment is to throw into Paris a large number of explosive shells, in order to kill as many men, women, and children as possible, and thereby to torment the survivors by grievous mental anguish. Sometimes the shells in question only blow off legs or arms, as no human machinery is perfect; but every resource of science is taxed to the uttermost to make them truly diabolical. Perhaps we ought to beg pardon for the epithet, but the personage to whom we refer has still a rather bad character amongst the inhabitants of this planet. This unpleasant fact having been brought to the notice of the most celebrated German at present in existence, he has condescended to give us an exhaustive reply. He does not, indeed, trouble himself to refute the various stories which have been current as to atrocities perpetrated upon Frenchmen by Germans. They may or may not be true; but at any rate there is an ample justification. Whatever Germany may have done, the French have been guilty of at least equally atrocious conduct. They have used missiles which not only kill, but inflict unnecessary torture. They have treacherously fired upon the German wounded. They have used flags of truce to conceal deadly designs. Instead of attending to the judicious regulations which ought to have deprived war of some of its horrors, they have done their best to retaliate upon the German forces some part of the miseries which they have endured. The treacherous Gaul, as we used to call him in the by-gone days of international antipathy, has been as great a brute as the humane and Sanskrit-reading German; and of course the German cannot be seriously reproached if he takes advantage of his admirable scientific attainments, to inflict any degree of suffering upon his unscrupulous antagonist. Whatever we do, say the German, may be amply justified by precedents drawn from your practice; and whatever we do, retorts the Frenchman, is nothing more than an For remainder of news see fourth page. New Advertisements. WANTED, a Situation as GOVERNESS. Apply at the Office of this Paper. 693 WANTED—A STRONG BOY.—Apply to RUTTER & BIDDELL. 700 WANTED a HOG PIG, China Breed, about Six Months old. Apply to JAMES SMITH, New Street. 689 WANTED—AN EXPERIENCED HAND, also an APPRENTICE IN DRESSMAKING, apply to MRS. PENNE, Collingwood-street. 690 NEALE AND HADDOW ARE CASH BUYERS OF WHEAT. 695 RUTHERFORD'S SUPERIOR FLOUR. NEALE AND HADDOW, Sole Agents, Collingwood-street. 694 ✡ ✵ ☾ SOUTHERN STAR LODGE, No. 735. LODGE OF EMERGENCY, TO-MORROW, (Tuesday), EVENING, April 18th, at Half-past Seven o'clock. By order of the W.M., JOHN PERCY, 692 Secretary. TO BE SOLD OR LET THAT DESIRABLE PROPERTY known as CRAYFIELD, being Town Acre No. 165, situate at the corner of Collingwood and Brougham-streets. The Property comprises a VILLA containing Six Good Rooms and Hall; Outbuildings and a Good Garden and Orchard well stocked with carefully selected Fruit Trees of every description. It commands one of the most extensive views of Nelson and the Bay, and is within fifteen minutes' walk of the Post Office. To business men having offices in the town, "Crayfield" would prove a most desirable investment. Apply to CHARLES RAIKES, Agent, Hardy-street. 696: [882, 36, 1107, 1180]
- tide-row: [8, 127, 226, 138]
- export-item: Wanganui, for Wanganui: 3 barrels rum, 6 cases brandy, 376 bags sugar, 4 rolls sheet lead, 169 sheets iron, 52 pkgs sundries, Edwards & Co.; 3 drums oil, 1 truss, 1 bale, Franzen; 2 pockets hops, Woolley; 25 sacks malt, 6 bags charcoal, 1 pocket hops, Harley; 1 qr-cask wine, 1 case coffee, Fisher; 1 case, Lightband; 1 parcel, Webb; 1 chest, Cawthron; 10 pkgs, Goffin; 5 cases fruit, Hale.: [8, 318, 226, 391]
